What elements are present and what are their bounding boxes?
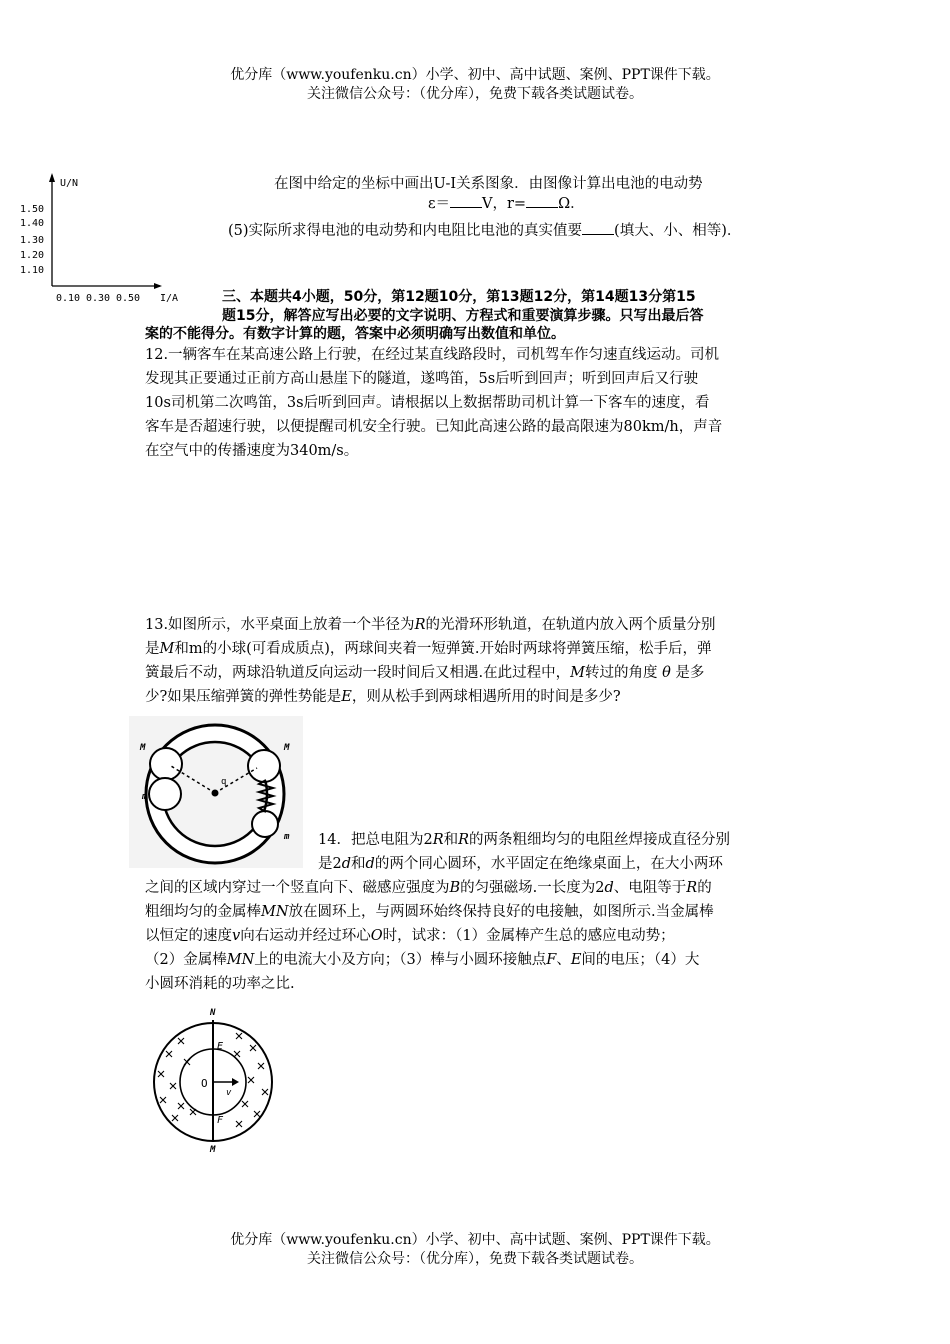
q14-line-3: 之间的区域内穿过一个竖直向下、磁感应强度为B的匀强磁场.一长度为2d、电阻等于R的 (145, 880, 712, 896)
q13-line-2: 是M和m的小球(可看成质点)，两球间夹着一短弹簧.开始时两球将弹簧压缩，松手后，弹 (145, 641, 712, 657)
section3-line-3: 案的不能得分。有数字计算的题，答案中必须明确写出数值和单位。 (145, 326, 565, 342)
ball-m-right (252, 811, 278, 837)
label-m: m (142, 792, 148, 802)
footer-line-2: 关注微信公众号：（优分库），免费下载各类试题试卷。 (307, 1251, 643, 1267)
q11-eps-unit: V，r= (482, 196, 527, 212)
q12-line: 10s司机第二次鸣笛，3s后听到回声。请根据以上数据帮助司机计算一下客车的速度，看 (145, 395, 710, 411)
x-axis-label: I/A (160, 293, 179, 304)
x-tick: 0.10 (56, 293, 81, 304)
y-tick: 1.10 (20, 265, 45, 276)
q13-line-3: 簧最后不动，两球沿轨道反向运动一段时间后又相遇.在此过程中，M转过的角度 θ 是多 (145, 665, 705, 681)
q11-line-3 (228, 219, 741, 243)
q14-line-1: 14．把总电阻为2R和R的两条粗细均匀的电阻丝焊接成直径分别 (318, 832, 731, 848)
q13-line-4: 少?如果压缩弹簧的弹性势能是E，则从松手到两球相遇所用的时间是多少? (145, 689, 621, 705)
q14-line-2: 是2d和d的两个同心圆环，水平固定在绝缘桌面上，在大小两环 (318, 856, 723, 872)
q11-line-3-text: (5)实际所求得电池的电动势和内电阻比电池的真实值要 (228, 223, 583, 239)
blank-compare (582, 220, 614, 235)
section3-line-1: 三、本题共4小题，50分，第12题10分，第13题12分，第14题13分第15 (222, 289, 696, 305)
q12-line: 客车是否超速行驶，以便提醒司机安全行驶。已知此高速公路的最高限速为80km/h，声音 (145, 419, 723, 435)
blank-r (526, 193, 558, 208)
label-M: M (210, 1145, 216, 1155)
ball-m (149, 778, 181, 810)
y-tick: 1.50 (20, 204, 45, 215)
label-F: F (217, 1115, 224, 1126)
label-v: v (226, 1088, 232, 1098)
q11-line-3-suffix: (填大、小、相等)． (614, 223, 742, 239)
figure-13-ring-track (129, 716, 303, 868)
y-tick: 1.20 (20, 250, 45, 261)
q11-eps-prefix: ε＝ (428, 196, 451, 212)
y-axis-label: U/N (60, 178, 79, 189)
q14-line-4: 粗细均匀的金属棒MN放在圆环上，与两圆环始终保持良好的电接触，如图所示.当金属棒 (145, 904, 714, 920)
label-q: q (221, 777, 227, 787)
q12-line: 12.一辆客车在某高速公路上行驶，在经过某直线路段时，司机驾车作匀速直线运动。司机 (145, 347, 720, 363)
y-tick: 1.40 (20, 218, 45, 229)
y-tick: 1.30 (20, 235, 45, 246)
label-M: M (140, 743, 146, 753)
q11-line-2 (428, 192, 585, 216)
label-N: N (210, 1008, 216, 1018)
q11-r-unit: Ω． (558, 196, 585, 212)
q12-line: 发现其正要通过正前方高山悬崖下的隧道，遂鸣笛，5s后听到回声；听到回声后又行驶 (145, 371, 699, 387)
q14-line-7: 小圆环消耗的功率之比. (145, 976, 295, 992)
label-m: m (284, 832, 290, 842)
ball-M (150, 748, 182, 780)
label-O: O (201, 1077, 208, 1090)
q14-line-6: （2）金属棒MN上的电流大小及方向；（3）棒与小圆环接触点F、E间的电压；（4）大 (145, 952, 700, 968)
ball-M-right (248, 750, 280, 782)
q13-line-1: 13.如图所示，水平桌面上放着一个半径为R的光滑环形轨道，在轨道内放入两个质量分别 (145, 617, 716, 633)
x-tick: 0.50 (116, 293, 141, 304)
section3-line-2: 题15分，解答应写出必要的文字说明、方程式和重要演算步骤。只写出最后答 (222, 308, 704, 324)
x-tick: 0.30 (86, 293, 111, 304)
ui-graph (10, 170, 210, 310)
header-line-1: 优分库（www.youfenku.cn）小学、初中、高中试题、案例、PPT课件下载。 (230, 67, 720, 83)
figure-14-concentric-rings (150, 1005, 280, 1155)
label-E: E (217, 1041, 224, 1052)
footer-line-1: 优分库（www.youfenku.cn）小学、初中、高中试题、案例、PPT课件下载。 (230, 1232, 720, 1248)
q11-line-1: 在图中给定的坐标中画出U-I关系图象．由图像计算出电池的电动势 (274, 176, 703, 192)
y-axis-arrow-icon (49, 173, 55, 182)
x-axis-arrow-icon (154, 283, 162, 289)
header-line-2: 关注微信公众号：（优分库），免费下载各类试题试卷。 (307, 86, 643, 102)
q12-line: 在空气中的传播速度为340m/s。 (145, 443, 359, 459)
label-M: M (284, 743, 290, 753)
blank-emf (450, 193, 482, 208)
q14-line-5: 以恒定的速度v向右运动并经过环心O时，试求：（1）金属棒产生总的感应电动势； (145, 928, 675, 944)
